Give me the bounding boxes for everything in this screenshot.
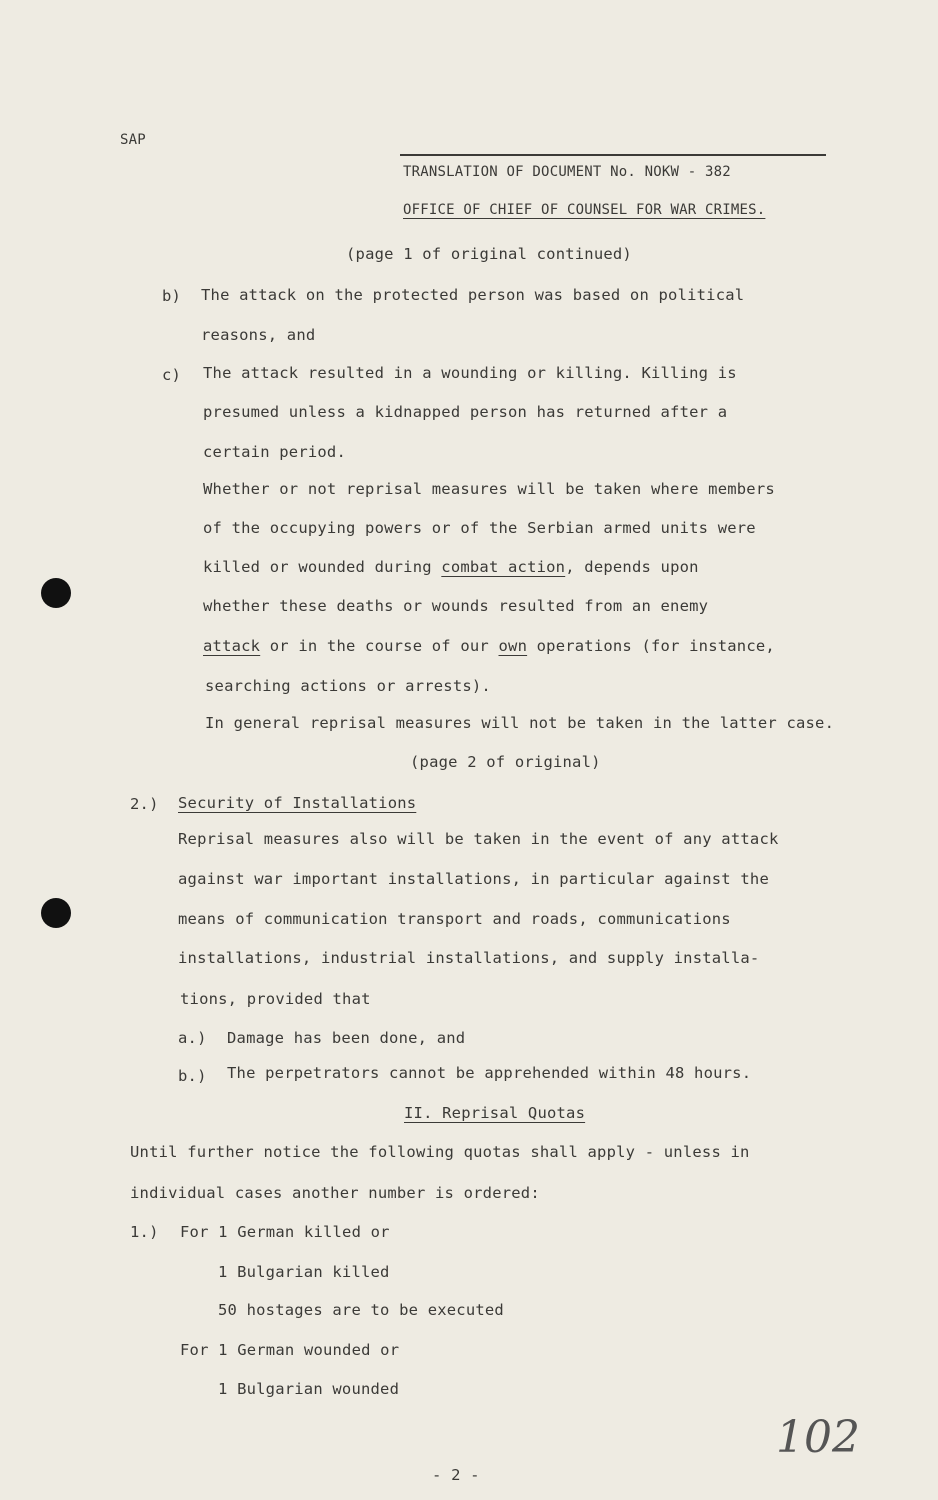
body-text: For 1 German wounded or [180,1341,400,1359]
handwritten-page-number: 102 [776,1412,860,1463]
body-text: searching actions or arrests). [205,677,491,695]
body-text: Until further notice the following quotas shall apply - unless in [130,1143,750,1161]
page-number: - 2 - [432,1466,480,1484]
item-marker: b.) [178,1067,207,1085]
body-text: In general reprisal measures will not be taken in the latter case. [205,714,835,732]
body-text: 1 Bulgarian wounded [218,1380,400,1398]
item-marker: 1.) [130,1223,159,1241]
body-text [203,557,699,577]
body-text: installations, industrial installations, and supply installa- [178,949,760,967]
typist-initials: SAP [120,132,146,148]
body-text: of the occupying powers or of the Serbian armed units were [203,519,756,537]
section-number: 2.) [130,795,159,813]
underlined-phrase: own [498,637,528,655]
body-text: 1 Bulgarian killed [218,1263,390,1281]
body-text [203,636,775,656]
body-text: means of communication transport and roads, communications [178,910,731,928]
body-text: certain period. [203,443,346,461]
body-text: Whether or not reprisal measures will be taken where members [203,480,775,498]
item-marker: c) [162,366,182,384]
body-text-segment: , depends upon [565,558,699,576]
body-text: The perpetrators cannot be apprehended within 48 hours. [227,1064,752,1082]
body-text: against war important installations, in particular against the [178,870,769,888]
body-text: individual cases another number is ordered: [130,1184,540,1202]
section-heading: Security of Installations [178,794,417,812]
page-note: (page 1 of original continued) [346,245,632,263]
underlined-phrase: attack [203,637,261,655]
document-title: TRANSLATION OF DOCUMENT No. NOKW - 382 [403,164,731,180]
page-note: (page 2 of original) [410,753,601,771]
underlined-phrase: combat action [441,558,566,576]
body-text-segment: or in the course of our [260,637,499,655]
punch-hole [41,898,71,928]
header-rule [400,154,826,156]
item-marker: a.) [178,1029,207,1047]
body-text: tions, provided that [180,990,371,1008]
punch-hole [41,578,71,608]
body-text: 50 hostages are to be executed [218,1301,504,1319]
body-text: reasons, and [201,326,316,344]
body-text: The attack on the protected person was based on political [201,286,745,304]
section-heading: II. Reprisal Quotas [404,1104,586,1122]
body-text: whether these deaths or wounds resulted from an enemy [203,597,709,615]
body-text: For 1 German killed or [180,1223,390,1241]
office-title: OFFICE OF CHIEF OF COUNSEL FOR WAR CRIMES. [403,202,766,218]
body-text-segment: killed or wounded during [203,558,442,576]
body-text: presumed unless a kidnapped person has returned after a [203,403,728,421]
body-text: Reprisal measures also will be taken in the event of any attack [178,830,779,848]
body-text-segment: operations (for instance, [527,637,775,655]
item-marker: b) [162,287,182,305]
body-text: Damage has been done, and [227,1029,466,1047]
body-text: The attack resulted in a wounding or killing. Killing is [203,364,737,382]
